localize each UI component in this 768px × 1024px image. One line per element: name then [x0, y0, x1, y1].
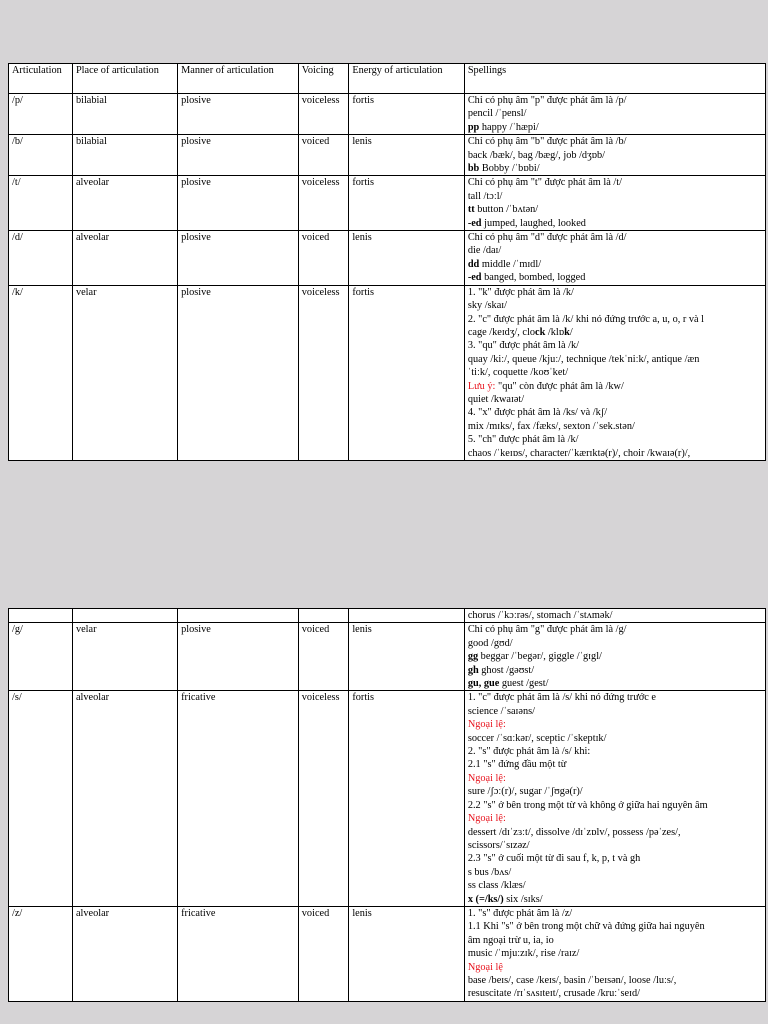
cell-voicing: voiceless	[298, 285, 349, 460]
cell-articulation: /b/	[9, 135, 73, 176]
spelling-text: tt	[467, 204, 475, 216]
spelling-text: resuscitate /rɪˈsʌsɪteɪt/, crusade /kruːˈseɪd/	[467, 988, 640, 1000]
spelling-text: quiet /kwaɪət/	[467, 393, 525, 405]
spelling-line	[468, 852, 765, 865]
spelling-text: 1. "c" được phát âm là /s/ khi nó đứng trước e	[467, 692, 656, 704]
spelling-text: science /ˈsaɪəns/	[467, 705, 535, 717]
table-header-row	[9, 64, 766, 94]
spelling-line	[468, 121, 765, 134]
cell-spellings	[464, 231, 765, 286]
spelling-line	[468, 176, 765, 189]
spelling-line	[468, 286, 765, 299]
note-label: Ngoại lệ:	[467, 813, 506, 825]
cell-articulation: /s/	[9, 691, 73, 907]
spelling-line	[468, 732, 765, 745]
spelling-text: 2.3 "s" ở cuối một từ đi sau f, k, p, t và gh	[467, 853, 641, 865]
cell-articulation: /p/	[9, 94, 73, 135]
spelling-text: 1. "s" được phát âm là /z/	[467, 907, 573, 919]
cell-manner: plosive	[178, 231, 299, 286]
cell-place: bilabial	[72, 94, 177, 135]
spelling-line	[468, 353, 765, 366]
spelling-text: 2.1 "s" đứng đầu một từ	[467, 759, 567, 771]
spelling-line	[468, 947, 765, 960]
spelling-text: back /bæk/, bag /bæg/, job /dʒɒb/	[467, 149, 606, 161]
spelling-text: k	[564, 326, 570, 338]
header-articulation: Articulation	[9, 64, 73, 94]
cell-place: alveolar	[72, 906, 177, 1001]
spelling-text: quay /kiː/, queue /kjuː/, technique /tekˈniːk/, antique /æn	[467, 353, 700, 365]
cell-energy: lenis	[349, 231, 465, 286]
spelling-text: tall /tɔːl/	[467, 190, 503, 202]
spelling-text: good /gʊd/	[467, 637, 513, 649]
spelling-line	[468, 609, 765, 622]
spelling-line	[468, 691, 765, 704]
spelling-line	[468, 879, 765, 892]
spelling-text: ghost /gəʊst/	[478, 664, 535, 676]
spelling-line	[468, 718, 765, 731]
spelling-text: gg	[467, 651, 479, 663]
spelling-text: /	[569, 326, 573, 338]
spelling-text: âm ngoại trừ u, ia, io	[467, 934, 554, 946]
cell-energy	[349, 609, 465, 623]
table-row	[9, 285, 766, 460]
cell-manner: plosive	[178, 285, 299, 460]
spelling-line	[468, 650, 765, 663]
cell-place	[72, 609, 177, 623]
spelling-text: ˈtiːk/, coquette /koʊˈket/	[467, 367, 569, 379]
cell-manner: plosive	[178, 623, 299, 691]
spelling-text: x (=/ks/)	[467, 893, 504, 905]
spelling-line	[468, 406, 765, 419]
note-label: Ngoại lệ	[467, 961, 503, 973]
spelling-text: pp	[467, 121, 480, 133]
spelling-text: dd	[467, 258, 480, 270]
spelling-line	[468, 623, 765, 636]
spelling-text: music /ˈmjuːzɪk/, rise /raɪz/	[467, 948, 580, 960]
spelling-line	[468, 326, 765, 339]
spelling-line	[468, 380, 765, 393]
spelling-text: 4. "x" được phát âm là /ks/ và /kʃ/	[467, 407, 608, 419]
articulation-table-top	[8, 63, 766, 461]
spelling-text: middle /ˈmɪdl/	[479, 258, 542, 270]
cell-voicing: voiced	[298, 906, 349, 1001]
spelling-text: Chỉ có phụ âm "b" được phát âm là /b/	[467, 136, 627, 148]
spelling-text: banged, bombed, logged	[481, 272, 586, 284]
cell-manner: fricative	[178, 691, 299, 907]
header-place: Place of articulation	[72, 64, 177, 94]
spelling-text: chorus /ˈkɔːrəs/, stomach /ˈstʌmək/	[467, 610, 613, 621]
cell-spellings	[464, 135, 765, 176]
cell-place: alveolar	[72, 691, 177, 907]
spelling-line	[468, 420, 765, 433]
header-voicing: Voicing	[298, 64, 349, 94]
table-row	[9, 623, 766, 691]
cell-energy: fortis	[349, 94, 465, 135]
spelling-text: chaos /ˈkeɪɒs/, character/ˈkærɪktə(r)/, choir /kwaɪə(r)/,	[467, 447, 691, 459]
spelling-line	[468, 745, 765, 758]
spelling-line	[468, 637, 765, 650]
cell-voicing: voiceless	[298, 94, 349, 135]
cell-spellings	[464, 94, 765, 135]
spelling-line	[468, 893, 765, 906]
spelling-text: ck	[535, 326, 546, 338]
note-label: Ngoại lệ:	[467, 772, 506, 784]
spelling-line	[468, 217, 765, 230]
cell-energy: fortis	[349, 285, 465, 460]
spelling-text: 1. "k" được phát âm là /k/	[467, 286, 574, 298]
spelling-text: "qu" còn được phát âm là /kw/	[495, 380, 624, 392]
cell-voicing: voiceless	[298, 176, 349, 231]
table-row	[9, 231, 766, 286]
spelling-line	[468, 313, 765, 326]
spelling-text: dessert /dɪˈzɜːt/, dissolve /dɪˈzɒlv/, possess /pəˈzes/,	[467, 826, 681, 838]
spelling-text: cage /keɪdʒ/, clo	[467, 326, 535, 338]
spelling-text: pencil /ˈpensl/	[467, 108, 527, 120]
cell-articulation: /d/	[9, 231, 73, 286]
spelling-line	[468, 393, 765, 406]
spelling-text: jumped, laughed, looked	[481, 217, 586, 229]
cell-place: alveolar	[72, 176, 177, 231]
cell-place: velar	[72, 285, 177, 460]
spelling-text: 3. "qu" được phát âm là /k/	[467, 340, 580, 352]
cell-energy: fortis	[349, 176, 465, 231]
spelling-line	[468, 94, 765, 107]
spelling-text: 2.2 "s" ở bên trong một từ và không ở giữa hai nguyên âm	[467, 799, 708, 811]
spelling-text: sky /skaɪ/	[467, 300, 507, 312]
spelling-line	[468, 664, 765, 677]
note-label: Lưu ý:	[467, 380, 496, 392]
table-row	[9, 906, 766, 1001]
cell-manner: plosive	[178, 94, 299, 135]
spelling-text: scissors/ˈsɪzəz/	[467, 839, 530, 851]
spelling-text: mix /mɪks/, fax /fæks/, sexton /ˈsek.stən/	[467, 420, 635, 432]
spelling-line	[468, 866, 765, 879]
cell-voicing: voiceless	[298, 691, 349, 907]
cell-spellings	[464, 906, 765, 1001]
spelling-text: sure /ʃɔː(r)/, sugar /ˈʃʊgə(r)/	[467, 786, 583, 798]
cell-manner: fricative	[178, 906, 299, 1001]
spelling-line	[468, 785, 765, 798]
table-row	[9, 135, 766, 176]
spelling-text: 2. "c" được phát âm là /k/ khi nó đứng trước a, u, o, r và l	[467, 313, 705, 325]
spelling-line	[468, 961, 765, 974]
cell-voicing	[298, 609, 349, 623]
spelling-line	[468, 974, 765, 987]
spelling-line	[468, 162, 765, 175]
spelling-text: gu, gue	[467, 678, 500, 690]
cell-energy: lenis	[349, 623, 465, 691]
spelling-line	[468, 190, 765, 203]
cell-place: bilabial	[72, 135, 177, 176]
spelling-text: 5. "ch" được phát âm là /k/	[467, 434, 579, 446]
spelling-line	[468, 987, 765, 1000]
cell-energy: fortis	[349, 691, 465, 907]
spelling-line	[468, 271, 765, 284]
spelling-text: die /daɪ/	[467, 245, 502, 257]
spelling-line	[468, 258, 765, 271]
spelling-line	[468, 231, 765, 244]
spelling-line	[468, 677, 765, 690]
spelling-text: 1.1 Khi "s" ở bên trong một chữ và đứng giữa hai nguyên	[467, 921, 705, 933]
cell-articulation: /g/	[9, 623, 73, 691]
spelling-text: 2. "s" được phát âm là /s/ khi:	[467, 746, 591, 758]
table-row	[9, 609, 766, 623]
spelling-line	[468, 447, 765, 460]
spelling-text: s bus /bʌs/	[467, 866, 512, 878]
spelling-text: beggar /ˈbegər/, giggle /ˈgɪgl/	[478, 651, 602, 663]
cell-articulation: /t/	[9, 176, 73, 231]
spelling-line	[468, 799, 765, 812]
spelling-line	[468, 772, 765, 785]
cell-energy: lenis	[349, 135, 465, 176]
cell-manner: plosive	[178, 135, 299, 176]
spelling-text: guest /gest/	[499, 678, 549, 690]
spelling-text: six /sɪks/	[503, 893, 543, 905]
spelling-line	[468, 758, 765, 771]
table-section-top	[8, 63, 766, 461]
spelling-text: Chỉ có phụ âm "d" được phát âm là /d/	[467, 232, 627, 244]
spelling-text: ss class /klæs/	[467, 880, 526, 892]
spelling-text: -ed	[467, 217, 482, 229]
spelling-line	[468, 107, 765, 120]
spelling-line	[468, 244, 765, 257]
cell-articulation: /z/	[9, 906, 73, 1001]
table-section-bottom	[8, 608, 766, 1002]
cell-voicing: voiced	[298, 623, 349, 691]
spelling-line	[468, 812, 765, 825]
spelling-text: Chỉ có phụ âm "p" được phát âm là /p/	[467, 95, 627, 106]
spelling-line	[468, 934, 765, 947]
spelling-line	[468, 433, 765, 446]
spelling-text: soccer /ˈsɑːkər/, sceptic /ˈskeptɪk/	[467, 732, 607, 744]
spelling-line	[468, 203, 765, 216]
header-spellings: Spellings	[464, 64, 765, 94]
cell-place: velar	[72, 623, 177, 691]
spelling-text: base /beɪs/, case /keɪs/, basin /ˈbeɪsən/, loose /luːs/,	[467, 974, 677, 986]
cell-spellings	[464, 285, 765, 460]
articulation-table-bottom	[8, 608, 766, 1002]
spelling-text: Chỉ có phụ âm "g" được phát âm là /g/	[467, 624, 627, 636]
spelling-text: Chỉ có phụ âm "t" được phát âm là /t/	[467, 177, 622, 189]
cell-voicing: voiced	[298, 231, 349, 286]
spelling-line	[468, 149, 765, 162]
header-energy: Energy of articulation	[349, 64, 465, 94]
cell-articulation: /k/	[9, 285, 73, 460]
spelling-text: gh	[467, 664, 479, 676]
spelling-text: -ed	[467, 272, 482, 284]
cell-spellings	[464, 609, 765, 623]
spelling-line	[468, 826, 765, 839]
spelling-text: /klɒ	[545, 326, 565, 338]
header-manner: Manner of articulation	[178, 64, 299, 94]
spelling-line	[468, 907, 765, 920]
cell-articulation	[9, 609, 73, 623]
note-label: Ngoại lệ:	[467, 719, 506, 731]
spelling-text: happy /ˈhæpi/	[479, 121, 539, 133]
spelling-text: bb	[467, 163, 480, 175]
table-row	[9, 94, 766, 135]
cell-spellings	[464, 691, 765, 907]
cell-place: alveolar	[72, 231, 177, 286]
cell-energy: lenis	[349, 906, 465, 1001]
cell-manner: plosive	[178, 176, 299, 231]
spelling-line	[468, 339, 765, 352]
spelling-line	[468, 366, 765, 379]
spelling-text: Bobby /ˈbɒbi/	[479, 163, 540, 175]
table-row	[9, 691, 766, 907]
spelling-line	[468, 135, 765, 148]
spelling-line	[468, 839, 765, 852]
spelling-line	[468, 705, 765, 718]
table-row	[9, 176, 766, 231]
cell-manner	[178, 609, 299, 623]
spelling-line	[468, 920, 765, 933]
cell-voicing: voiced	[298, 135, 349, 176]
cell-spellings	[464, 623, 765, 691]
spelling-text: button /ˈbʌtən/	[474, 204, 539, 216]
cell-spellings	[464, 176, 765, 231]
spelling-line	[468, 299, 765, 312]
